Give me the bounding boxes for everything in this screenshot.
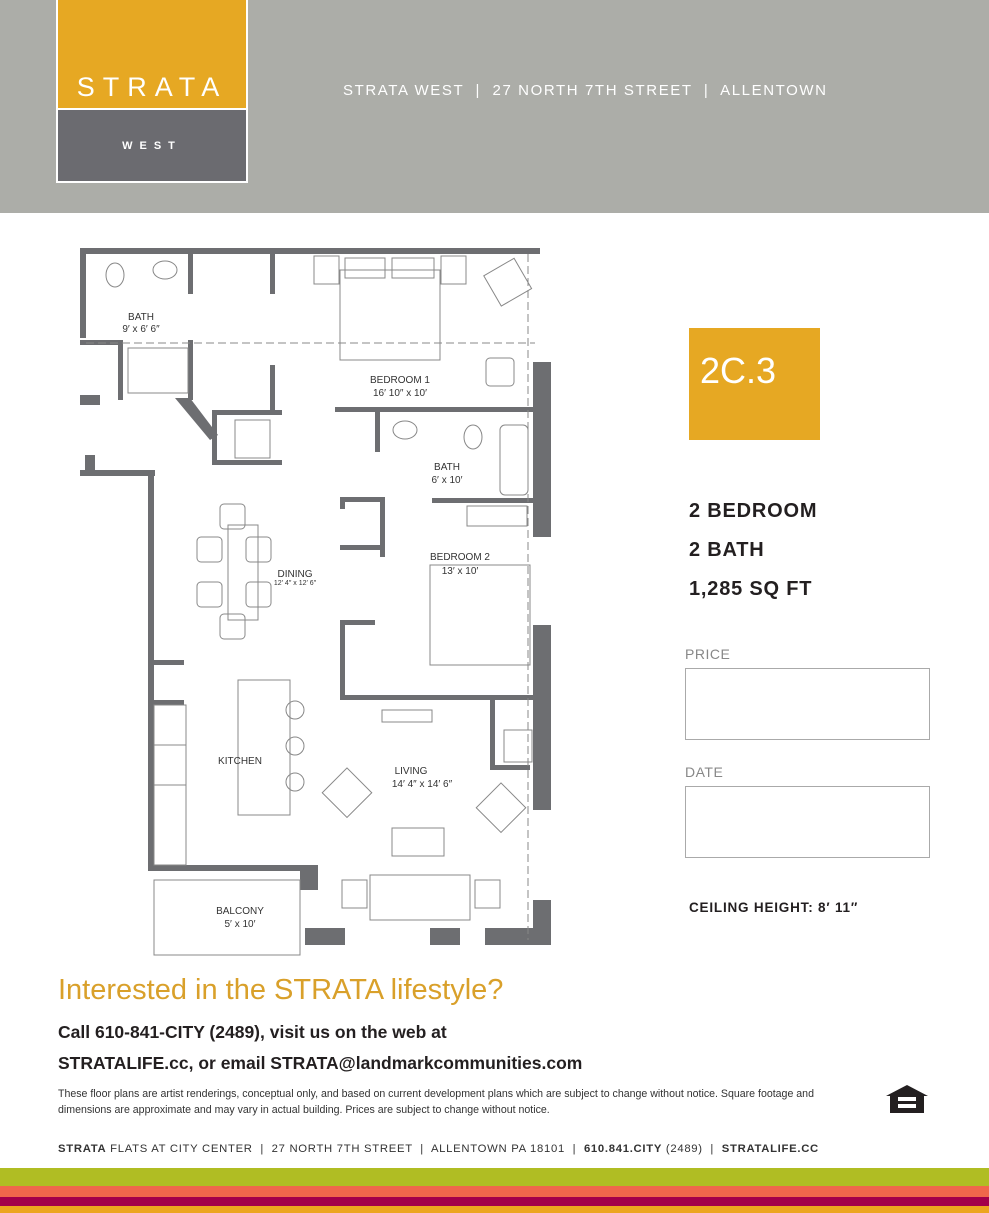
room-dims: 5′ x 10′: [224, 919, 256, 930]
footer-address: FLATS AT CITY CENTER | 27 NORTH 7TH STREET | ALLENTOWN PA 18101 |: [106, 1143, 584, 1155]
room-name: BEDROOM 2: [429, 552, 491, 563]
stripe-maroon: [0, 1197, 989, 1206]
walls: [80, 248, 551, 945]
footer-info: [58, 1143, 819, 1155]
unit-code: 2C.3: [689, 328, 820, 440]
contact-line-1: Call 610-841-CITY (2489), visit us on the web at: [58, 1022, 447, 1042]
room-dims: 13′ x 10′: [441, 566, 479, 577]
stripe-coral: [0, 1186, 989, 1197]
room-dims: 6′ x 10′: [431, 475, 463, 486]
strata-west-logo: [56, 0, 248, 183]
disclaimer: These floor plans are artist renderings, conceptual only, and based on current development plans which are subject to change without notice. Square footage and dimensions are approximate and may vary in actual building. Prices are subject to change without notice.: [58, 1088, 814, 1116]
room-name: BATH: [128, 312, 154, 323]
room-dims: 12′ 4″ x 12′ 6″: [273, 580, 317, 587]
room-name: BALCONY: [216, 906, 264, 917]
equal-housing-icon: [885, 1084, 929, 1114]
price-field[interactable]: [685, 668, 930, 740]
room-dims: 14′ 4″ x 14′ 6″: [391, 779, 453, 790]
logo-west: WEST: [58, 108, 246, 181]
price-label: PRICE: [685, 646, 731, 662]
footer-brand: STRATA: [58, 1143, 107, 1155]
floor-plan: [75, 240, 565, 965]
room-name: LIVING: [394, 766, 428, 777]
stripe-gold: [0, 1206, 989, 1213]
ceiling-height: CEILING HEIGHT: 8′ 11″: [689, 900, 859, 915]
room-name: BEDROOM 1: [369, 375, 431, 386]
date-field[interactable]: [685, 786, 930, 858]
square-footage: 1,285 SQ FT: [689, 578, 813, 600]
footer-phone-suffix: (2489) |: [662, 1143, 722, 1155]
room-dims: 16′ 10″ x 10′: [373, 388, 427, 399]
stripe-green: [0, 1168, 989, 1186]
room-labels: [122, 312, 490, 930]
room-name: DINING: [277, 569, 313, 580]
cta-headline: Interested in the STRATA lifestyle?: [58, 974, 504, 1006]
header-banner: [0, 0, 989, 213]
room-name: KITCHEN: [218, 756, 262, 767]
room-dims: 9′ x 6′ 6″: [122, 324, 160, 335]
footer-website: STRATALIFE.CC: [721, 1143, 819, 1155]
header-address: STRATA WEST | 27 NORTH 7TH STREET | ALLENTOWN: [343, 82, 828, 99]
contact-line-2: STRATALIFE.cc, or email STRATA@landmarkcommunities.com: [58, 1053, 583, 1073]
bedroom-count: 2 BEDROOM: [689, 500, 818, 522]
date-label: DATE: [685, 764, 724, 780]
footer-phone: 610.841.CITY: [583, 1143, 663, 1155]
bath-count: 2 BATH: [689, 539, 765, 561]
room-name: BATH: [434, 462, 460, 473]
logo-strata: STRATA: [58, 0, 246, 108]
